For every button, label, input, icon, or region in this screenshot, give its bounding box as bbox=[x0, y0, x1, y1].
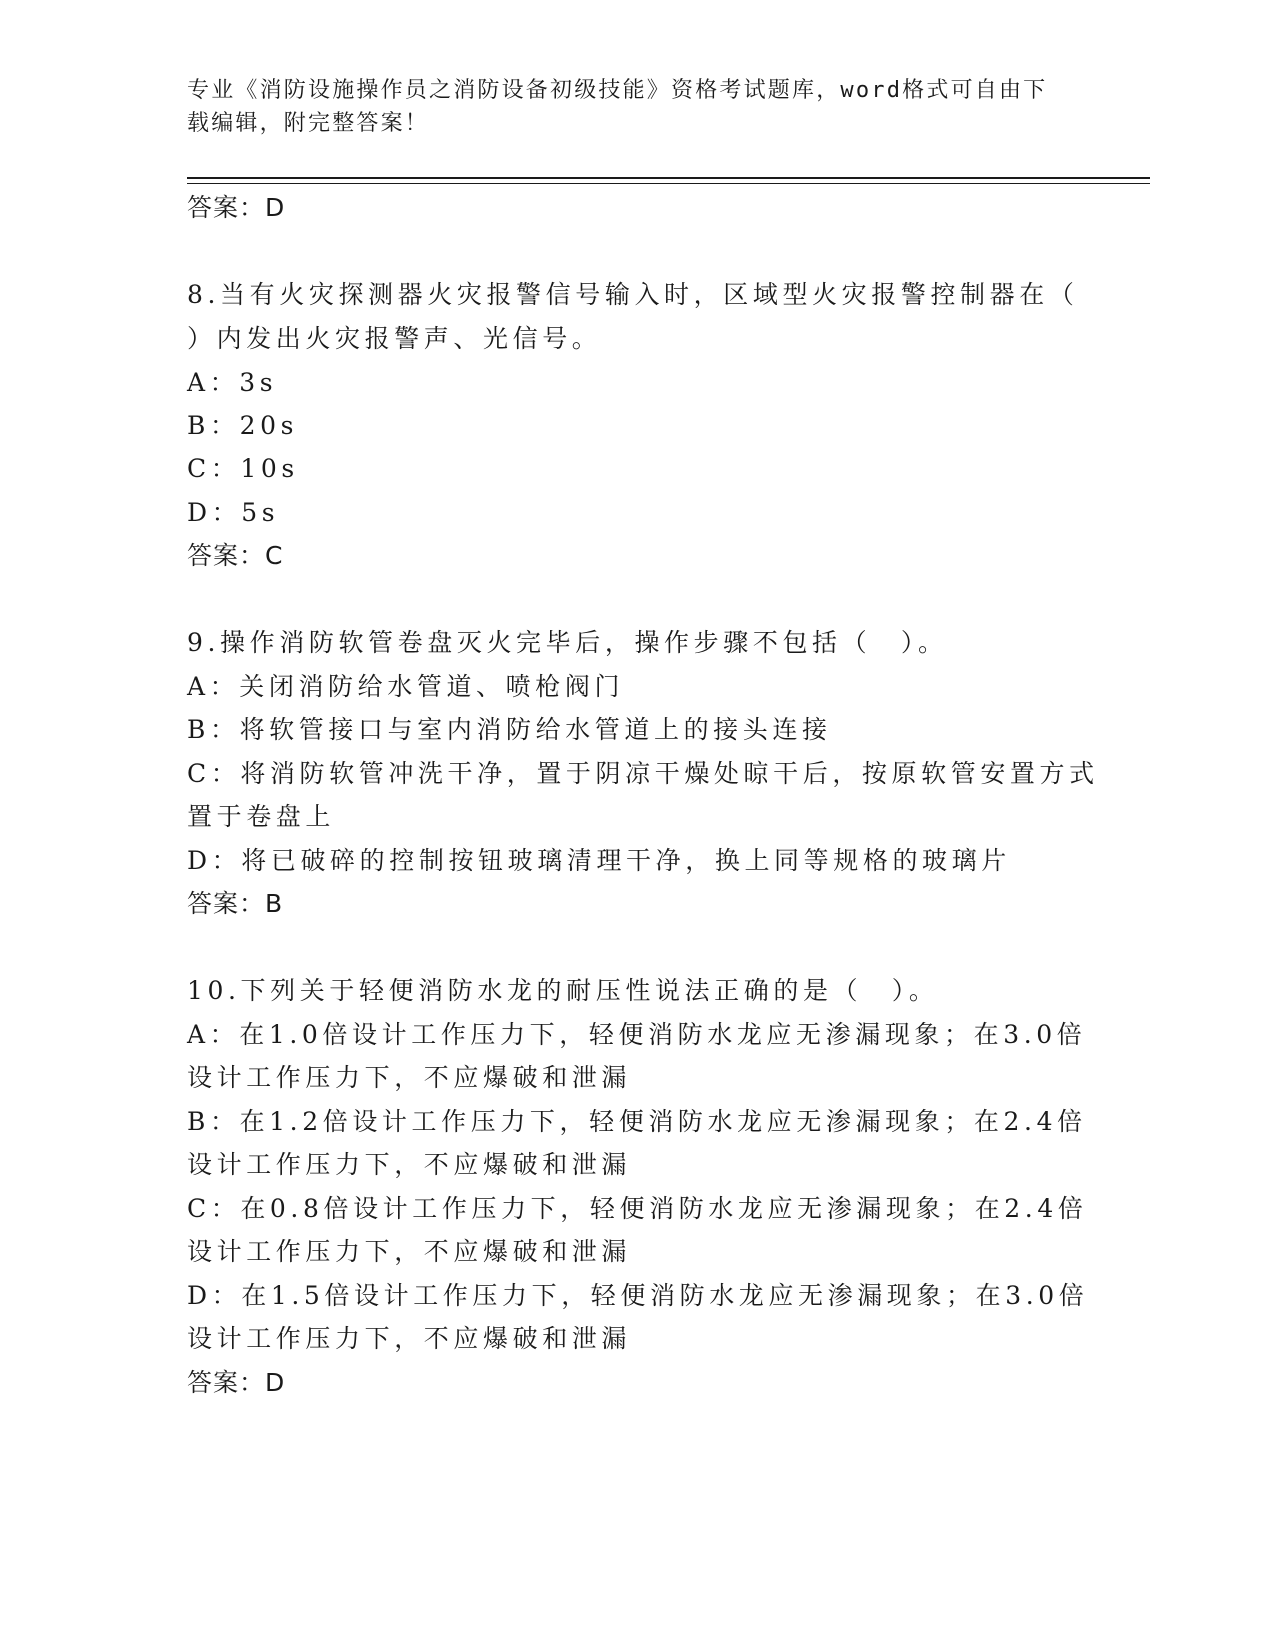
header-rule-thick bbox=[187, 177, 1150, 179]
question-8-option-c: C：10s bbox=[187, 454, 299, 483]
question-9-option-c-line-1: C：将消防软管冲洗干净，置于阴凉干燥处晾干后，按原软管安置方式 bbox=[187, 759, 1099, 788]
question-8-stem-line-2: ）内发出火灾报警声、光信号。 bbox=[187, 324, 602, 353]
question-9-option-c-line-2: 置于卷盘上 bbox=[187, 802, 336, 831]
question-10-option-a-line-1: A：在1.0倍设计工作压力下，轻便消防水龙应无渗漏现象；在3.0倍 bbox=[187, 1020, 1087, 1049]
question-10-option-b-line-1: B：在1.2倍设计工作压力下，轻便消防水龙应无渗漏现象；在2.4倍 bbox=[187, 1107, 1087, 1136]
question-8-stem-line-1: 8.当有火灾探测器火灾报警信号输入时，区域型火灾报警控制器在（ bbox=[187, 280, 1079, 309]
question-9-stem-line-1: 9.操作消防软管卷盘灭火完毕后，操作步骤不包括（ ）。 bbox=[187, 628, 948, 657]
document-header bbox=[187, 74, 1067, 140]
question-9-option-a: A：关闭消防给水管道、喷枪阀门 bbox=[187, 672, 625, 701]
question-8-option-d: D：5s bbox=[187, 498, 280, 527]
question-10-option-d-line-1: D：在1.5倍设计工作压力下，轻便消防水龙应无渗漏现象；在3.0倍 bbox=[187, 1281, 1089, 1310]
question-9-option-d: D：将已破碎的控制按钮玻璃清理干净，换上同等规格的玻璃片 bbox=[187, 846, 1011, 875]
question-9-answer: 答案：B bbox=[187, 889, 284, 918]
question-10-option-c-line-1: C：在0.8倍设计工作压力下，轻便消防水龙应无渗漏现象；在2.4倍 bbox=[187, 1194, 1088, 1223]
question-8-answer: 答案：C bbox=[187, 541, 284, 570]
header-rule-thin bbox=[187, 183, 1150, 184]
question-10-option-c-line-2: 设计工作压力下，不应爆破和泄漏 bbox=[187, 1237, 632, 1266]
question-10-option-a-line-2: 设计工作压力下，不应爆破和泄漏 bbox=[187, 1063, 632, 1092]
question-9-option-b: B：将软管接口与室内消防给水管道上的接头连接 bbox=[187, 715, 832, 744]
question-8-option-b: B：20s bbox=[187, 411, 299, 440]
header-line-1: 专业《消防设施操作员之消防设备初级技能》资格考试题库，word格式可自由下 bbox=[187, 78, 1048, 103]
question-10-option-d-line-2: 设计工作压力下，不应爆破和泄漏 bbox=[187, 1324, 632, 1353]
question-8-option-a: A：3s bbox=[187, 368, 278, 397]
question-10-stem-line-1: 10.下列关于轻便消防水龙的耐压性说法正确的是（ ）。 bbox=[187, 976, 939, 1005]
answer-previous: 答案：D bbox=[187, 193, 286, 222]
question-10-option-b-line-2: 设计工作压力下，不应爆破和泄漏 bbox=[187, 1150, 632, 1179]
question-10-answer: 答案：D bbox=[187, 1368, 286, 1397]
header-line-2: 载编辑，附完整答案！ bbox=[187, 111, 430, 136]
